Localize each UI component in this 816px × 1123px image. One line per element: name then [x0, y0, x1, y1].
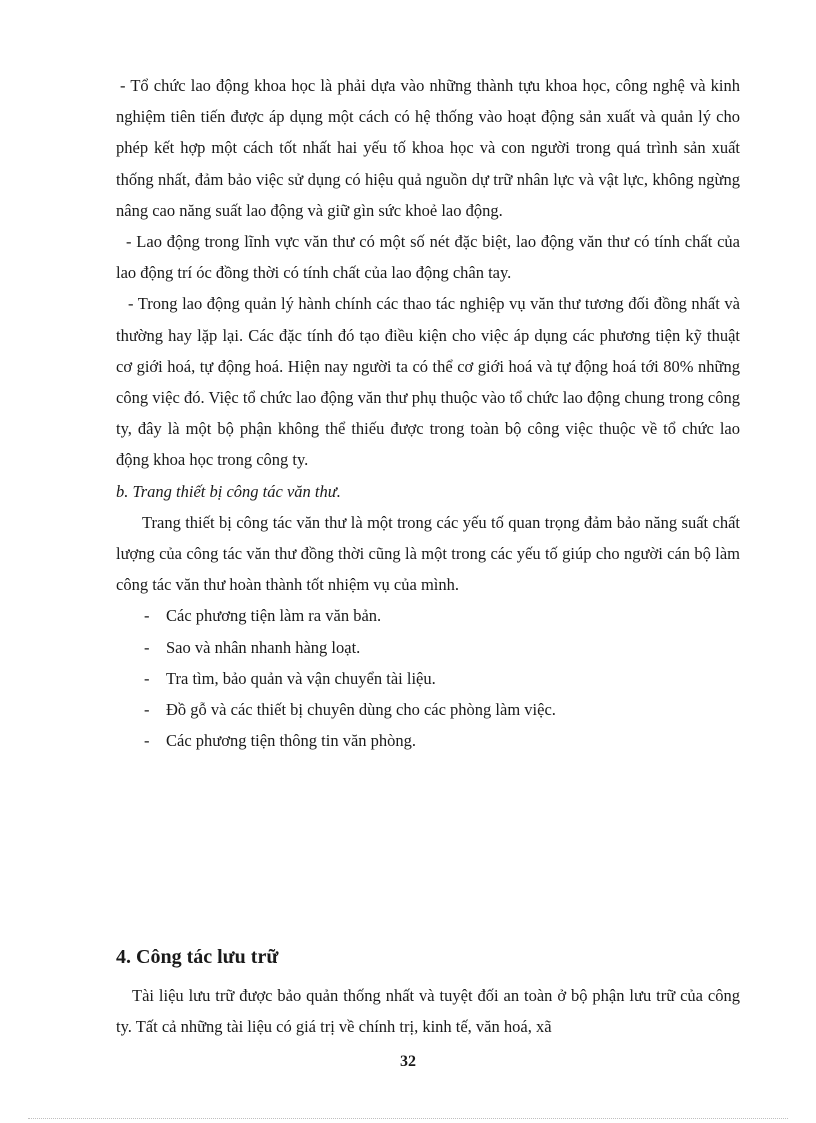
list-item-text: Các phương tiện thông tin văn phòng.	[166, 731, 417, 751]
list-item-text: Sao và nhân nhanh hàng loạt.	[166, 637, 361, 657]
list-item	[116, 663, 740, 694]
paragraph-administrative-labor: - Trong lao động quản lý hành chính các thao tác nghiệp vụ văn thư tương đối đồng nhất và thường hay lặp lại. Các đặc tính đó tạo điều kiện cho việc áp dụng các phương tiện kỹ thuật cơ giới hoá, tự động hoá. Hiện nay người ta có thể cơ giới hoá và tự động hoá tới 80% những công việc đó. Việc tổ chức lao động văn thư phụ thuộc vào tổ chức lao động chung trong công ty, đây là một bộ phận không thể thiếu được trong toàn bộ công việc thuộc về tổ chức lao động khoa học trong công ty.	[116, 294, 740, 470]
list-item	[116, 725, 740, 756]
equipment-list	[116, 600, 740, 756]
section-heading-archive: 4. Công tác lưu trữ	[116, 946, 279, 968]
bullet-dash: -	[144, 668, 150, 688]
page-bottom-divider	[28, 1118, 788, 1119]
subheading-equipment: b. Trang thiết bị công tác văn thư.	[116, 481, 341, 501]
bullet-dash: -	[144, 606, 150, 626]
list-item-text: Đồ gỗ và các thiết bị chuyên dùng cho các phòng làm việc.	[166, 700, 556, 720]
paragraph-scientific-labor: - Tổ chức lao động khoa học là phải dựa vào những thành tựu khoa học, công nghệ và kinh nghiệm tiên tiến được áp dụng một cách có hệ thống vào hoạt động sản xuất và quản lý cho phép kết hợp một cách tốt nhất hai yếu tố khoa học và con người trong quá trình sản xuất thống nhất, đảm bảo việc sử dụng có hiệu quả nguồn dự trữ nhân lực và vật lực, không ngừng nâng cao năng suất lao động và giữ gìn sức khoẻ lao động.	[116, 76, 740, 220]
paragraph-clerical-labor: - Lao động trong lĩnh vực văn thư có một số nét đặc biệt, lao động văn thư có tính chất của lao động trí óc đồng thời có tính chất của lao động chân tay.	[116, 232, 740, 283]
list-item-text: Tra tìm, bảo quản và vận chuyển tài liệu.	[166, 668, 436, 688]
bullet-dash: -	[144, 731, 150, 751]
list-item-text: Các phương tiện làm ra văn bản.	[166, 606, 382, 626]
list-item	[116, 632, 740, 663]
paragraph-archive: Tài liệu lưu trữ được bảo quản thống nhất và tuyệt đối an toàn ở bộ phận lưu trữ của công ty. Tất cả những tài liệu có giá trị về chính trị, kinh tế, văn hoá, xã	[116, 986, 740, 1037]
list-item	[116, 694, 740, 725]
bullet-dash: -	[144, 700, 150, 720]
paragraph-equipment: Trang thiết bị công tác văn thư là một trong các yếu tố quan trọng đảm bảo năng suất chất lượng của công tác văn thư đồng thời cũng là một trong các yếu tố giúp cho người cán bộ làm công tác văn thư hoàn thành tốt nhiệm vụ của mình.	[116, 512, 740, 595]
main-text-block	[116, 70, 740, 756]
bullet-dash: -	[144, 637, 150, 657]
page-number: 32	[400, 1053, 416, 1070]
list-item	[116, 600, 740, 631]
